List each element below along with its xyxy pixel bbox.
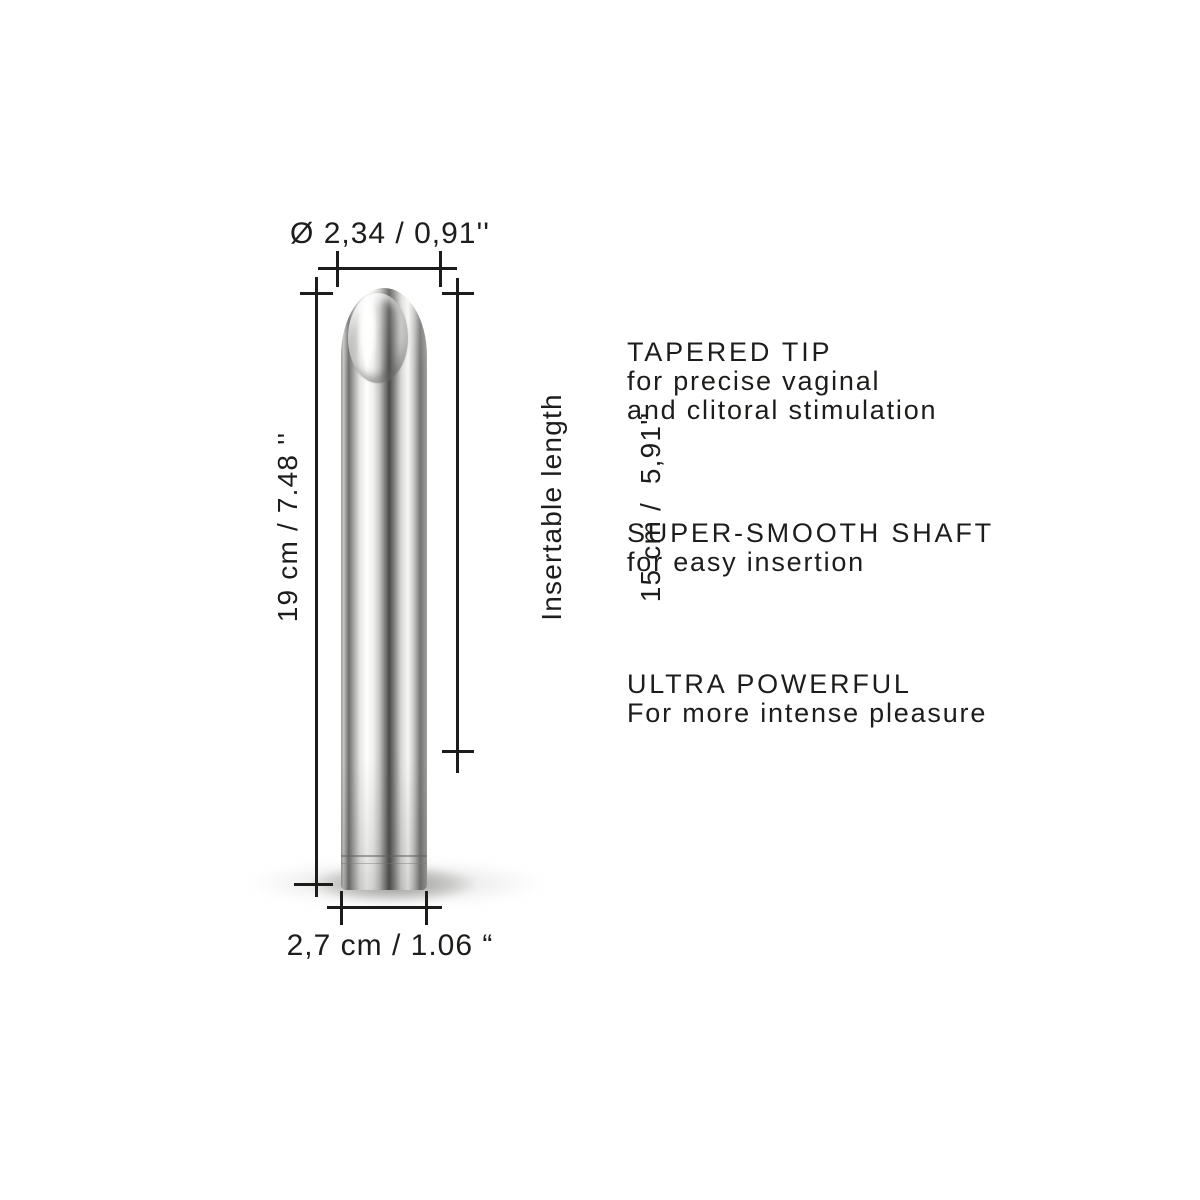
product-shading-overlay — [341, 288, 427, 890]
feature-tapered-tip-line1: for precise vaginal — [627, 366, 881, 396]
base-width-label: 2,7 cm / 1.06 “ — [286, 929, 494, 962]
base-width-tick-left — [340, 891, 343, 925]
insertable-length-label-line2: 15 cm / 5,91'' — [635, 411, 666, 603]
total-length-label: 19 cm / 7.48 '' — [272, 431, 303, 623]
insertable-length-label-line1: Insertable length — [536, 393, 567, 621]
insertable-length-label — [469, 387, 666, 627]
total-length-tick-bottom — [294, 883, 333, 886]
diameter-label: Ø 2,34 / 0,91'' — [290, 217, 490, 250]
feature-tapered-tip-title: TAPERED TIP — [627, 337, 833, 367]
base-width-tick-right — [425, 891, 428, 925]
diameter-tick-left — [336, 251, 339, 287]
feature-ultra-powerful — [627, 670, 987, 728]
feature-smooth-shaft-title: SUPER-SMOOTH SHAFT — [627, 518, 994, 548]
diameter-tick-right — [439, 251, 442, 287]
feature-tapered-tip — [627, 338, 937, 425]
total-length-tick-top — [300, 292, 333, 295]
feature-smooth-shaft — [627, 519, 994, 577]
insertable-length-tick-bottom — [442, 750, 474, 753]
total-length-dimension-line — [315, 277, 318, 897]
insertable-length-dimension-line — [456, 278, 459, 773]
product-image — [341, 288, 427, 890]
feature-smooth-shaft-line1: for easy insertion — [627, 547, 865, 577]
insertable-length-tick-top — [442, 292, 474, 295]
feature-ultra-powerful-title: ULTRA POWERFUL — [627, 669, 912, 699]
feature-tapered-tip-line2: and clitoral stimulation — [627, 395, 938, 425]
feature-ultra-powerful-line1: For more intense pleasure — [627, 698, 988, 728]
